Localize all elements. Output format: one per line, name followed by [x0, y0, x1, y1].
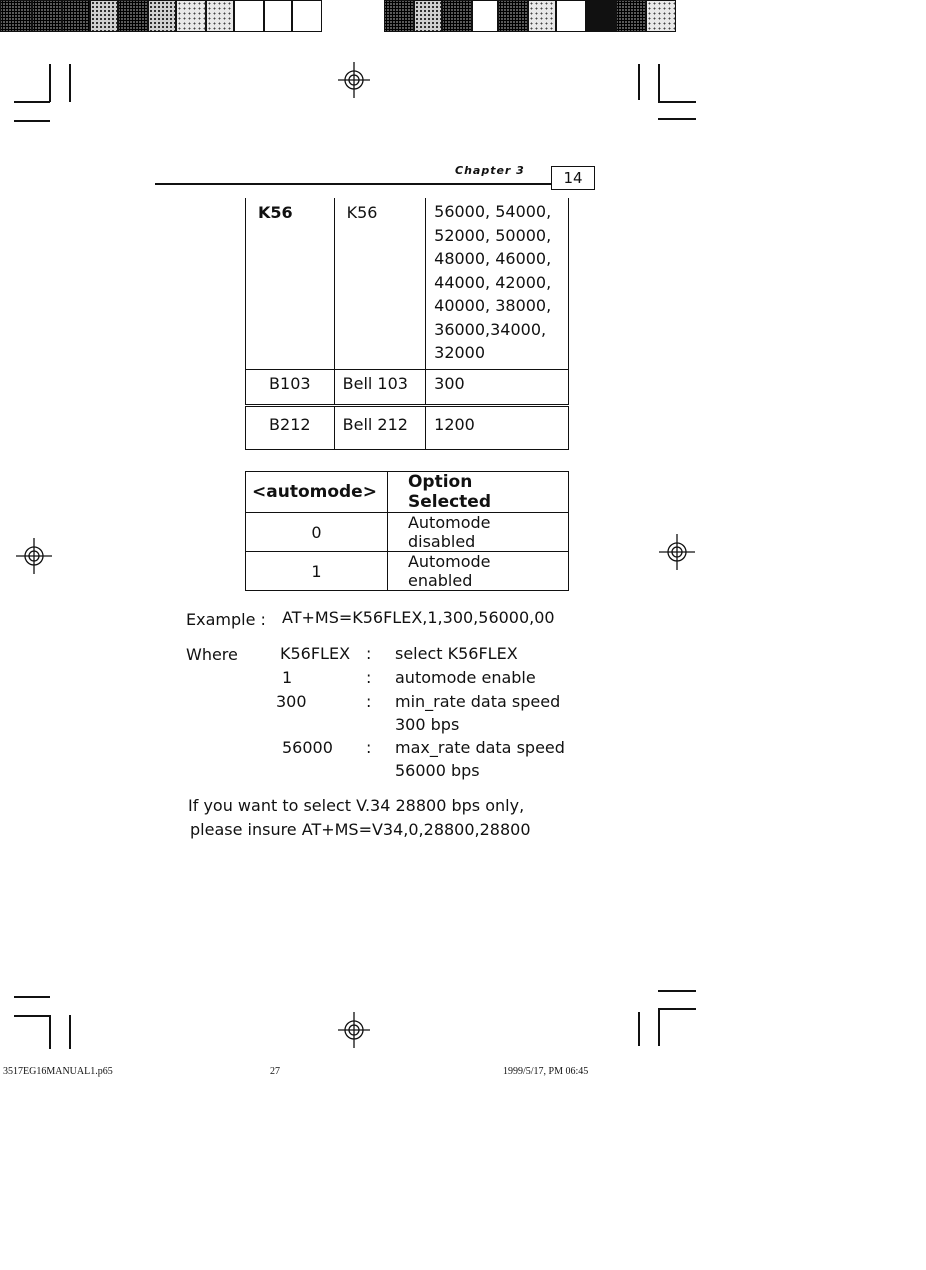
column-header-option: Option Selected	[387, 472, 568, 513]
speed-rates: 1200	[426, 405, 569, 449]
calibration-swatch	[206, 0, 234, 32]
param-description: 56000 bps	[395, 761, 480, 780]
param-key: 1	[282, 668, 293, 687]
calibration-swatch	[616, 0, 646, 32]
param-description: min_rate data speed	[395, 692, 561, 711]
calibration-swatch	[528, 0, 556, 32]
crop-mark	[69, 1015, 71, 1049]
calibration-swatch	[646, 0, 676, 32]
where-label: Where	[186, 645, 238, 664]
calibration-swatch	[264, 0, 292, 32]
crop-mark	[658, 1008, 696, 1010]
param-separator: :	[366, 644, 372, 663]
note-line: please insure AT+MS=V34,0,28800,28800	[190, 820, 531, 839]
option-selected: Automode disabled	[387, 513, 568, 552]
crop-mark	[658, 64, 660, 102]
registration-mark-icon	[657, 534, 697, 570]
param-key: 300	[276, 692, 307, 711]
crop-mark	[658, 101, 696, 103]
speed-table	[245, 198, 569, 450]
footer-filename: 3517EG16MANUAL1.p65	[3, 1066, 113, 1077]
calibration-swatch	[414, 0, 442, 32]
speed-rates: 56000, 54000, 52000, 50000, 48000, 46000, 44000, 42000, 40000, 38000, 36000,34000, 32000	[426, 198, 569, 369]
table-header-row	[246, 472, 569, 513]
calibration-swatch	[0, 0, 32, 32]
calibration-swatch	[176, 0, 206, 32]
registration-mark-icon	[14, 538, 54, 574]
crop-mark	[14, 996, 50, 998]
calibration-swatch	[234, 0, 264, 32]
crop-mark	[658, 118, 696, 120]
page-number-box: 14	[551, 166, 595, 190]
calibration-swatch	[472, 0, 498, 32]
column-header-automode: <automode>	[246, 472, 388, 513]
crop-mark	[49, 1015, 51, 1049]
modulation-code: B212	[246, 405, 335, 449]
calibration-swatch	[498, 0, 528, 32]
calibration-swatch	[90, 0, 118, 32]
registration-mark-icon	[334, 1012, 374, 1048]
modulation-name: K56	[334, 198, 426, 369]
crop-mark	[14, 120, 50, 122]
param-separator: :	[366, 738, 372, 757]
speed-rates: 300	[426, 369, 569, 405]
crop-mark	[49, 64, 51, 102]
param-key: K56FLEX	[280, 644, 351, 663]
calibration-swatch	[292, 0, 322, 32]
calibration-swatch	[586, 0, 616, 32]
crop-mark	[14, 101, 50, 103]
param-key: 56000	[282, 738, 333, 757]
option-selected: Automode enabled	[387, 552, 568, 591]
param-separator: :	[366, 692, 372, 711]
calibration-swatch	[118, 0, 148, 32]
table-row	[246, 369, 569, 405]
modulation-name: Bell 103	[334, 369, 426, 405]
crop-mark	[658, 990, 696, 992]
calibration-swatch	[442, 0, 472, 32]
table-row	[246, 405, 569, 449]
header-rule	[155, 183, 552, 185]
crop-mark	[14, 1015, 50, 1017]
crop-mark	[658, 1008, 660, 1046]
table-row	[246, 513, 569, 552]
modulation-code: K56	[246, 198, 335, 369]
table-row	[246, 552, 569, 591]
modulation-name: Bell 212	[334, 405, 426, 449]
calibration-swatch	[556, 0, 586, 32]
param-description: automode enable	[395, 668, 536, 687]
param-description: max_rate data speed	[395, 738, 565, 757]
chapter-heading: Chapter 3	[455, 164, 525, 177]
footer-timestamp: 1999/5/17, PM 06:45	[503, 1066, 589, 1077]
automode-value: 0	[246, 513, 388, 552]
modulation-code: B103	[246, 369, 335, 405]
crop-mark	[69, 64, 71, 102]
example-command: AT+MS=K56FLEX,1,300,56000,00	[282, 608, 555, 627]
footer-page: 27	[270, 1066, 280, 1077]
param-description: 300 bps	[395, 715, 460, 734]
calibration-swatch	[148, 0, 176, 32]
color-calibration-bar-right	[384, 0, 676, 34]
example-label: Example :	[186, 610, 266, 629]
param-description: select K56FLEX	[395, 644, 518, 663]
crop-mark	[638, 1012, 640, 1046]
calibration-swatch	[384, 0, 414, 32]
table-row	[246, 198, 569, 369]
param-separator: :	[366, 668, 372, 687]
registration-mark-icon	[334, 62, 374, 98]
automode-table	[245, 471, 569, 591]
calibration-swatch	[62, 0, 90, 32]
automode-value: 1	[246, 552, 388, 591]
calibration-swatch	[32, 0, 62, 32]
note-line: If you want to select V.34 28800 bps only,	[188, 796, 525, 815]
crop-mark	[638, 64, 640, 100]
color-calibration-bar-left	[0, 0, 322, 34]
